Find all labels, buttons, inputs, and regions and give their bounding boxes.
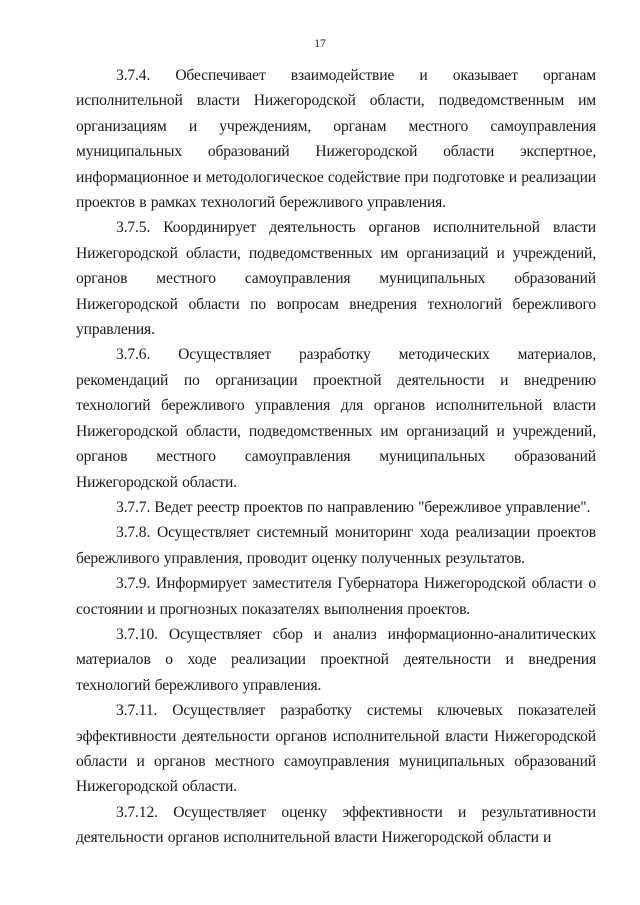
paragraph-3-7-8: 3.7.8. Осуществляет системный мониторинг хода реализации проектов бережливого управления, проводит оценку полученных результатов. [76,524,596,567]
page-number: 17 [314,38,326,50]
paragraph-3-7-4: 3.7.4. Обеспечивает взаимодействие и оказывает органам исполнительной власти Нижегородской области, подведомственным им организациям и учреждениям, органам местного самоуправления муниципальных образований Нижегородской области экспертное, информационное и методологическое содействие при подготовке и реализации проектов в рамках технологий бережливого управления. [76,67,596,212]
paragraph-3-7-5: 3.7.5. Координирует деятельность органов исполнительной власти Нижегородской области, подведомственных им организаций и учреждений, органов местного самоуправления муниципальных образований Нижегородской области по вопросам внедрения технологий бережливого управления. [76,219,596,339]
paragraph-3-7-6: 3.7.6. Осуществляет разработку методических материалов, рекомендаций по организации проектной деятельности и внедрению технологий бережливого управления для органов исполнительной власти Нижегородской области, подведомственных им организаций и учреждений, органов местного самоуправления муниципальных образований Нижегородской области. [76,346,596,491]
paragraph-3-7-10: 3.7.10. Осуществляет сбор и анализ информационно-аналитических материалов о ходе реализации проектной деятельности и внедрения технологий бережливого управления. [76,625,596,694]
paragraph-3-7-9: 3.7.9. Информирует заместителя Губернатора Нижегородской области о состоянии и прогнозных показателях выполнения проектов. [76,575,596,618]
paragraph-3-7-12: 3.7.12. Осуществляет оценку эффективности и результативности деятельности органов исполнительной власти Нижегородской области и [76,803,596,847]
paragraph-3-7-7: 3.7.7. Ведет реестр проектов по направлению "бережливое управление". [116,498,591,516]
paragraph-3-7-11: 3.7.11. Осуществляет разработку системы ключевых показателей эффективности деятельности органов исполнительной власти Нижегородской области и органов местного самоуправления муниципальных образований Нижегородской области. [76,702,596,796]
document-body [76,63,596,851]
